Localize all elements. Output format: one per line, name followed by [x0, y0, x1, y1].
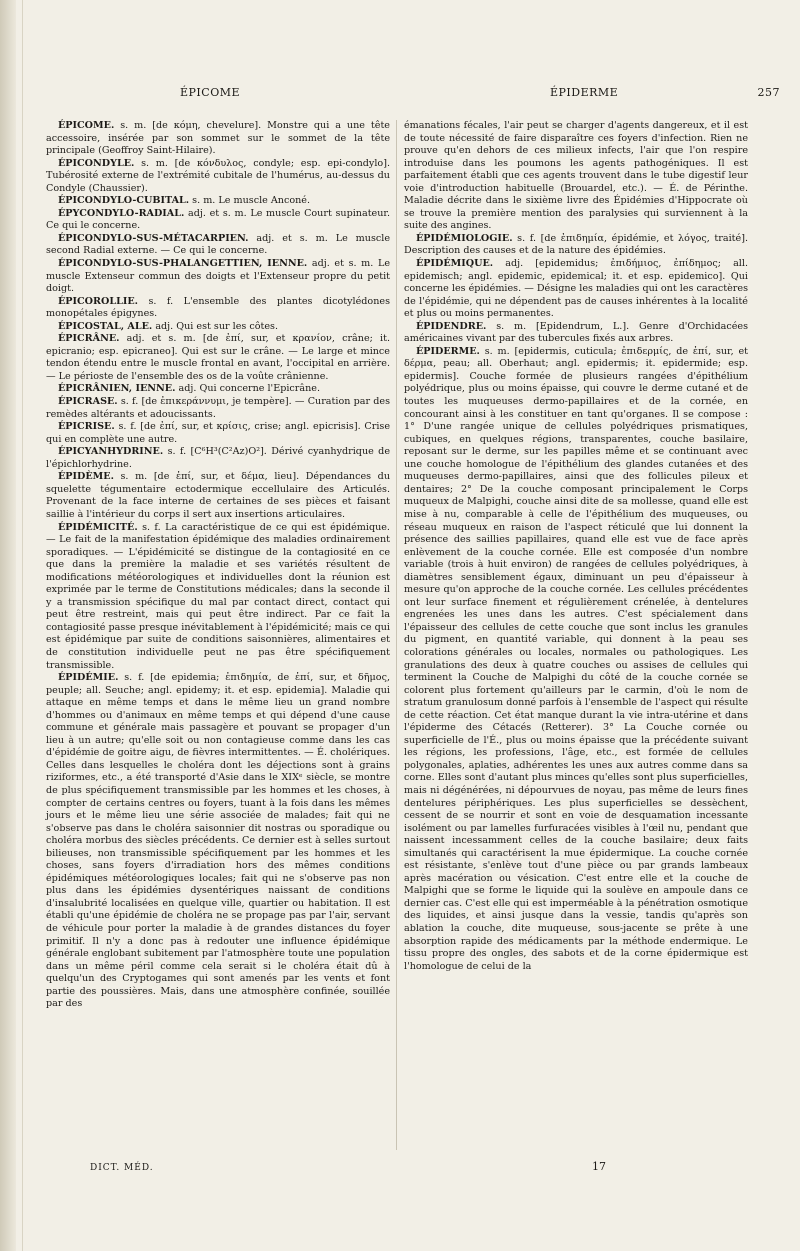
dictionary-entry [46, 120, 390, 158]
entry-text: adj. et s. m. Le muscle Extenseur commun des doigts et l'Extenseur propre du petit doigt. [46, 258, 390, 295]
dictionary-entry [46, 321, 390, 334]
entry-headword: ÉPICOME. [58, 120, 115, 131]
entry-text: s. f. L'ensemble des plantes dicotylédones monopétales épigynes. [46, 295, 390, 320]
column-divider [396, 120, 397, 1150]
entry-headword: ÉPICONDYLE. [58, 157, 135, 169]
entry-text: s. m. [epidermis, cuticula; ἐπιδερμίς, de ἐπί, sur, et δέρμα, peau; all. Oberhaut; angl. epidermis; it. epidermide; esp. epidermis]. Couche formée de plusieurs rangées d'épithélium polyédrique, plus ou moins épaisse, qui couvre le derme cutané et de toutes les muqueuses dermo-papillaires et de la cornée, en concourant ainsi à les constituer en tant qu'organes. Il se compose : 1° D'une rangée unique de cellules polyédriques prismatiques, cubiques, en quelques régions, transparentes, couche basilaire, reposant sur le derme, sur les papilles même et se continuant avec une couche homologue de l'épithélium des glandes cutanées et des muqueuses dermo-papillaires, ainsi que des follicules pileux et dentaires; 2° De la couche composant principalement le Corps muqueux de Malpighi, couche ainsi dite de sa mollesse, quand elle est mise à nu, comparable à celle de l'épithélium des muqueuses, ou réseau muqueux en raison de l'aspect réticulé que lui donnent la présence des saillies papillaires, quand elle est vue de face après enlèvement de la couche cornée. Elle est composée d'un nombre variable (trois à huit environ) de rangées de cellules polyédriques, à diamètres sensiblement égaux, diminuant un peu d'épaisseur à mesure qu'on approche de la couche cornée. Les cellules précédentes ont leur surface finement et régulièrement crénelée, à dentelures engrenées les unes dans les autres. C'est spécialement dans l'épaisseur des cellules de cette couche que sont inclus les granules du pigment, en quantité variable, qui donnent à la peau ses colorations générales ou locales, normales ou pathologiques. Les granulations des deux à quatre couches ou assises de cellules qui terminent la Couche de Malpighi du côté de la couche cornée se colorent plus fortement qu'ailleurs par le carmin, d'où le nom de stratum granulosum donné parfois à l'ensemble de l'aspect qui résulte de cette réaction. Cet état manque durant la vie intra-utérine et dans l'épiderme des Cétacés (Retterer). 3° La Couche cornée ou superficielle de l'É., plus ou moins épaisse que la précédente suivant les régions, les professions, l'âge, etc., est formée de cellules polygonales, aplaties, adhérentes les unes aux autres comme dans sa corne. Elles sont d'autant plus minces qu'elles sont plus superficielles, mais ni dégénérées, ni dépourvues de noyau, pas même de leurs fines dentelures périphériques. Les plus superficielles se dessèchent, cessent de se nourrir et sont en voie de desquamation incessante isolément ou par lamelles furfuracées visibles à l'œil nu, pendant que naissent incessamment celles de la couche basilaire; deux faits simultanés qui caractérisent la mue épidermique. La couche cornée est résistante, s'enlève tout d'une pièce ou par grands lambeaux après macération ou vésication. C'est entre elle et la couche de Malpighi que se forme le liquide qui la soulève en ampoule dans ce dernier cas. C'est elle qui est imperméable à la pénétration osmotique des liquides, et ainsi jusque dans la vessie, tandis qu'après son ablation la couche, dite muqueuse, sous-jacente se prête à une absorption rapide des médicaments par la méthode endermique. Le tissu propre des ongles, des sabots et de la corne épidermique est l'homologue de celui de la [404, 345, 748, 972]
entry-text: adj. Qui concerne l'Epicrâne. [175, 383, 320, 395]
entry-text: adj. et s. m. Le muscle second Radial externe. — Ce qui le concerne. [46, 232, 390, 257]
dictionary-entry [46, 672, 390, 1011]
entry-headword: ÉPICOSTAL, ALE. [58, 320, 153, 332]
dictionary-entry [46, 383, 390, 396]
entry-headword: ÉPICONDYLO-SUS-MÉTACARPIEN. [58, 232, 249, 244]
entry-headword: ÉPIDÉMICITÉ. [58, 521, 138, 533]
entry-text: s. f. [de ἐπικεράννυμι, je tempère]. — Curation par des remèdes altérants et adoucissants. [46, 396, 390, 420]
entry-headword: ÉPICOROLLIE. [58, 295, 138, 307]
signature-mark: 17 [592, 1160, 606, 1173]
entry-text: s. m. Le muscle Anconé. [189, 195, 311, 207]
running-head [40, 86, 780, 102]
dictionary-entry [404, 321, 748, 346]
entry-headword: ÉPIDÈME. [58, 471, 114, 483]
entry-headword: ÉPIDÉMIOLOGIE. [416, 232, 513, 244]
entry-text: s. m. [de ἐπί, sur, et δέμα, lieu]. Dépendances du squelette tégumentaire ectodermique eccellulaire des Articulés. Provenant de la face interne de certaines de ses pièces et faisant saillie à l'intérieur du corps il sert aux insertions articulaires. [46, 471, 390, 520]
dictionary-entry [46, 471, 390, 521]
entry-headword: ÉPIDÉMIE. [58, 672, 119, 684]
dictionary-entry [46, 296, 390, 321]
dictionary-entry [46, 421, 390, 446]
left-column [46, 120, 390, 1011]
entry-text: s. f. La caractéristique de ce qui est épidémique. — Le fait de la manifestation épidémique des maladies ordinairement sporadiques. — L'épidémicité se distingue de la contagiosité en ce que dans la première la maladie et ses variétés résultent de modifications météorologiques et individuelles dont la réunion est exprimée par le terme de Constitutions médicales; dans la seconde il y a transmission spécifique du mal par contact direct, contact qui peut être restreint, mais qui peut être indirect. Par ce fait la contagiosité passe presque inévitablement à l'épidémicité; mais ce qui est épidémique par suite de conditions saisonnières, alimentaires et de constitution individuelle peut ne pas être spécifiquement transmissible. [46, 521, 390, 671]
dictionary-entry [46, 233, 390, 258]
entry-text: s. m. [Epidendrum, L.]. Genre d'Orchidacées américaines vivant par des tubercules fixés aux arbres. [404, 320, 748, 345]
entry-text: adj. et s. m. [de ἐπί, sur, et κρανίον, crâne; it. epicranio; esp. epicraneo]. Qui est sur le crâne. — Le large et mince tendon étendu entre le muscle frontal en avant, l'occipital en arrière. — Le périoste de l'ensemble des os de la voûte crânienne. [46, 333, 390, 382]
dictionary-entry [46, 158, 390, 196]
dictionary-entry [404, 233, 748, 258]
dictionary-entry [46, 258, 390, 296]
dictionary-entry [404, 120, 748, 233]
page-margin-line [22, 0, 23, 1251]
entry-text: adj. Qui est sur les côtes. [152, 320, 279, 332]
dictionary-entry [46, 333, 390, 383]
entry-text: s. f. [de ἐπιδημία, épidémie, et λόγος, traité]. Description des causes et de la nature des épidémies. [404, 232, 748, 257]
entry-text: adj. et s. m. Le muscle Court supinateur. Ce qui le concerne. [46, 207, 390, 232]
entry-headword: ÉPICRÂNIEN, IENNE. [58, 383, 176, 395]
dictionary-entry [404, 346, 748, 973]
dictionary-entry [46, 522, 390, 673]
running-head-left: ÉPICOME [180, 86, 241, 99]
entry-headword: ÉPICRÂNE. [58, 333, 120, 345]
footer-left: DICT. MÉD. [90, 1163, 154, 1173]
entry-text: s. f. [C⁶H³(C²Az)O²]. Dérivé cyanhydrique de l'épichlorhydrine. [46, 446, 390, 470]
right-column [404, 120, 748, 973]
dictionary-entry [46, 208, 390, 233]
entry-headword: ÉPICONDYLO-SUS-PHALANGETTIEN, IENNE. [58, 258, 308, 270]
entry-headword: ÉPIDÉMIQUE. [416, 258, 494, 270]
dictionary-entry [46, 195, 390, 208]
entry-text: s. f. [de ἐπί, sur, et κρίσις, crise; angl. epicrisis]. Crise qui en complète une autre. [46, 421, 390, 445]
running-head-right: ÉPIDERME [550, 86, 619, 99]
page-binding-edge [0, 0, 16, 1251]
page-number: 257 [757, 86, 780, 99]
entry-text: s. m. [de κόνδυλος, condyle; esp. epi-condylo]. Tubérosité externe de l'extrémité cubitale de l'humérus, au-dessus du Condyle (Chaussier). [46, 157, 390, 194]
entry-headword: ÉPIDENDRE. [416, 320, 487, 332]
entry-text: s. f. [de epidemia; ἐπιδημία, de ἐπί, sur, et δῆμος, peuple; all. Seuche; angl. epidemy; it. et esp. epidemia]. Maladie qui attaque en même temps et dans le même lieu un grand nombre d'hommes ou d'animaux en même temps et qui dépend d'une cause commune et générale mais passagère et pouvant se propager d'un lieu à un autre; qu'elle soit ou non contagieuse comme dans les cas d'épidémie de goitre aigu, de fièvres intermittentes. — É. cholériques. Celles dans lesquelles le choléra dont les déjections sont à grains riziformes, etc., a été transporté d'Asie dans le XIXᵉ siècle, se montre de plus spécifiquement transmissible par les hommes et les choses, à compter de certains centres ou foyers, tuant à la fois dans les mêmes jours et le même lieu une série associée de malades; fait qui ne s'observe pas dans le choléra saisonnier dit nostras ou sporadique ou choléra morbus des siècles précédents. Ce dernier est à selles surtout bilieuses, non transmissible spécifiquement par les hommes et les choses, sans foyers d'irradiation hors des mêmes conditions épidémiques météorologiques locales; fait qui ne s'observe pas non plus dans les épidémies dysentériques naissant de conditions d'insalubrité localisées en quelque ville, quartier ou habitation. Il est établi qu'une épidémie de choléra ne se propage pas par l'air, servant de véhicule pour porter la maladie à de grandes distances du foyer primitif. Il n'y a donc pas à redouter une influence épidémique générale englobant subitement par l'atmosphère toute une population dans un même péril comme cela serait si le choléra était dû à quelqu'un des Cryptogames qui sont amenés par les vents et font partie des poussières. Mais, dans une atmosphère confinée, souillée par des [46, 672, 390, 1010]
entry-headword: ÉPYCONDYLO-RADIAL. [58, 207, 185, 219]
entry-text: émanations fécales, l'air peut se charger d'agents dangereux, et il est de toute nécessité de faire disparaître ces foyers d'infection. Rien ne prouve qu'en dehors de ces milieux infects, l'air que l'on respire introduise dans les poumons les agents pathogéniques. Il est parfaitement établi que ces agents trouvent dans le tube digestif leur voie d'introduction habituelle (Brouardel, etc.). — É. de Périnthe. Maladie décrite dans le sixième livre des Épidémies d'Hippocrate où se trouve la première mention des paralysies qui surviennent à la suite des angines. [404, 120, 748, 232]
dictionary-entry [46, 396, 390, 421]
dictionary-entry [46, 446, 390, 471]
entry-headword: ÉPICONDYLO-CUBITAL. [58, 195, 190, 207]
dictionary-entry [404, 258, 748, 321]
entry-text: adj. [epidemidus; ἐπιδήμιος, ἐπίδημος; all. epidemisch; angl. epidemic, epidemical; it. et esp. epidemico]. Qui concerne les épidémies. — Désigne les maladies qui ont les caractères de l'épidémie, qui ne dépendent pas de causes inhérentes à la localité et plus ou moins permanentes. [404, 258, 748, 320]
entry-headword: ÉPICRASE. [58, 396, 118, 408]
entry-headword: ÉPICYANHYDRINE. [58, 446, 164, 458]
entry-headword: ÉPICRISE. [58, 421, 115, 433]
entry-headword: ÉPIDERME. [416, 345, 480, 357]
entry-text: s. m. [de κόμη, chevelure]. Monstre qui a une tête accessoire, insérée par son sommet sur le sommet de la tête principale (Geoffroy Saint-Hilaire). [46, 120, 390, 157]
